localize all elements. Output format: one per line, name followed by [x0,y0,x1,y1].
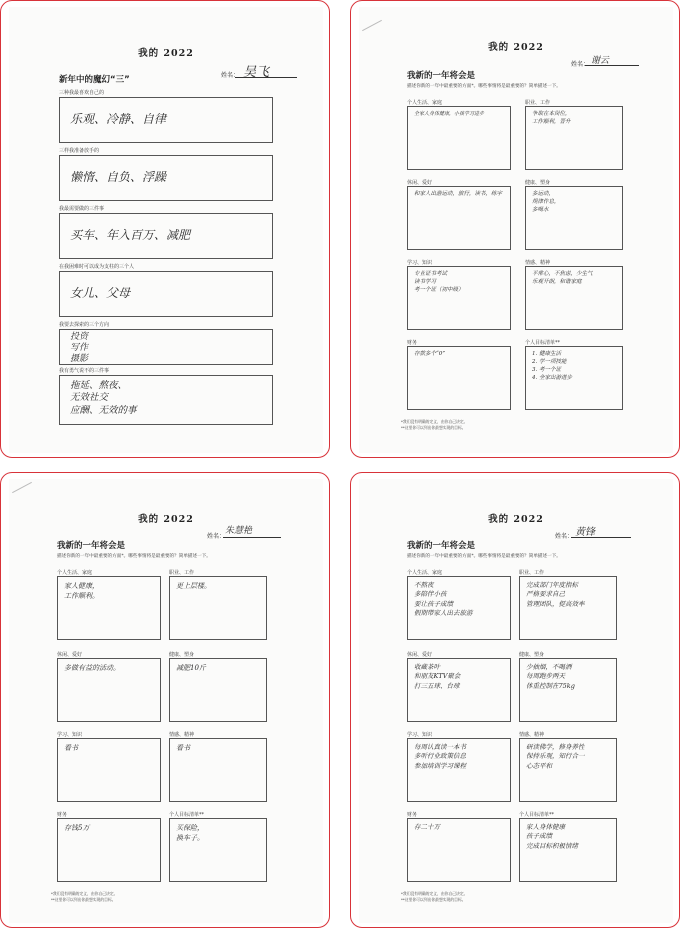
answer-box-emotion: 研读佛学，修身养性 保持乐观，知行合一 心态平和 [519,738,617,802]
answer-box-study: 每周认真读一本书 多听行业政策信息 参加培训学习课程 [407,738,511,802]
answer-box-emotion: 看书 [169,738,267,802]
answer-box: 女儿、父母 [59,271,273,317]
answer-box-personal: 不熬夜 多陪伴小孩 要让孩子成绩 假期带家人出去旅游 [407,576,511,640]
cell-label-leisure: 休闲、爱好 [407,180,433,186]
cell-label-emotion: 情感、精神 [525,260,551,266]
name-label: 姓名： [221,72,240,79]
document-sheet-1 [9,7,323,453]
answer-box-finance: 存钱5万 [57,818,161,882]
answer-box-goals: 1. 健康生活 2. 学一项技能 3. 考一个证 4. 全家出游进步 [525,346,623,410]
page-subtitle: 描述你新的一年中最重要的方面*。哪些事情将是最重要的？简单描述一下。 [407,554,561,559]
answer-box-finance: 存二十万 [407,818,511,882]
cell-label-study: 学习、知识 [57,732,83,738]
answer-box-career: 争取在本岗位， 工作顺利，晋升 [525,106,623,170]
answer-box-leisure: 和家人出游运动，旅行，读书，练字 [407,186,511,250]
answer-box: 拖延、熬夜、 无效社交 应酬、无效的事 [59,375,273,425]
cell-label-personal: 个人生活、家庭 [407,570,443,576]
name-underline [571,537,631,538]
cell-label-study: 学习、知识 [407,260,433,266]
answer-box: 乐观、冷静、自律 [59,97,273,143]
cell-label-finance: 财务 [407,812,418,818]
page-card-2 [350,0,680,458]
section-label: 我要去探索的三个方向 [59,322,110,328]
cell-label-leisure: 休闲、爱好 [407,652,433,658]
document-title: 我的 2022 [488,514,544,525]
page-subtitle: 描述你新的一年中最重要的方面*。哪些事情将是最重要的？简单描述一下。 [407,84,561,89]
answer-box-career: 更上层楼。 [169,576,267,640]
name-label: 姓名： [207,533,226,540]
section-label: 在我困难时可以成为支柱的三个人 [59,264,135,270]
answer-box-health: 少抽烟，不喝酒 每周跑步两天 体重控制在75kg [519,658,617,722]
page-curl [12,482,32,493]
cell-label-goals: 个人目标清单** [519,812,555,818]
cell-label-career: 职业、工作 [519,570,545,576]
cell-label-finance: 财务 [407,340,418,346]
name-underline [585,65,639,66]
answer-box-leisure: 多做有益的活动。 [57,658,161,722]
cell-label-health: 健康、塑身 [519,652,545,658]
cell-label-personal: 个人生活、家庭 [407,100,443,106]
name-underline [223,537,281,538]
name-label: 姓名： [571,61,590,68]
footnote-1: *我们没有明确的定义，由你自己决定。 [401,891,468,896]
footnote-2: **这里你可以列出你最想实现的目标。 [401,897,466,902]
document-title: 我的 2022 [488,42,544,53]
footnote-2: **这里你可以列出你最想实现的目标。 [51,897,116,902]
cell-label-health: 健康、塑身 [525,180,551,186]
cell-label-personal: 个人生活、家庭 [57,570,93,576]
name-value: 黄锋 [575,527,595,538]
document-title: 我的 2022 [138,48,194,59]
page-card-4 [350,472,680,928]
page-heading: 我新的一年将会是 [57,541,126,551]
answer-box-goals: 买保险， 换车子。 [169,818,267,882]
page-card-3 [0,472,330,928]
page-curl [362,20,382,31]
cell-label-goals: 个人目标清单** [525,340,561,346]
section-label: 我最需要做的三件事 [59,206,105,212]
page-heading: 我新的一年将会是 [407,71,476,81]
page-heading: 我新的一年将会是 [407,541,476,551]
section-label: 三样我准备放手的 [59,148,100,154]
footnote-2: **这里你可以列出你最想实现的目标。 [401,425,466,430]
cell-label-goals: 个人目标清单** [169,812,205,818]
answer-box-health: 多运动， 规律作息， 多喝水 [525,186,623,250]
name-underline [235,77,297,78]
document-sheet-2 [359,7,673,453]
document-sheet-3 [9,479,323,923]
cell-label-finance: 财务 [57,812,68,818]
answer-box-goals: 家人身体健康 孩子成绩 完成目标积极情绪 [519,818,617,882]
section-label: 三种我最喜欢自己的 [59,90,105,96]
answer-box: 懒惰、自负、浮躁 [59,155,273,201]
answer-box-career: 完成部门年度指标 严格要求自己 管理团队，提高效率 [519,576,617,640]
answer-box-finance: 存款多个“0” [407,346,511,410]
answer-box-health: 减肥10斤 [169,658,267,722]
cell-label-career: 职业、工作 [169,570,195,576]
footnote-1: *我们没有明确的定义，由你自己决定。 [401,419,468,424]
footnote-1: *我们没有明确的定义，由你自己决定。 [51,891,118,896]
answer-box-emotion: 平常心，不焦虑，少生气 乐观开朗，和谐家庭 [525,266,623,330]
cell-label-career: 职业、工作 [525,100,551,106]
section-label: 我有勇气说不的三件事 [59,368,110,374]
answer-box: 买车、年入百万、减肥 [59,213,273,259]
answer-box: 投资 写作 摄影 [59,329,273,365]
cell-label-leisure: 休闲、爱好 [57,652,83,658]
answer-box-study: 专业证书考试 读书学习 考一个证（初中级） [407,266,511,330]
name-value: 朱慧艳 [225,526,253,536]
name-value: 谢云 [591,56,610,66]
page-heading: 新年中的魔幻“三” [59,75,130,85]
cell-label-emotion: 情感、精神 [169,732,195,738]
answer-box-study: 看书 [57,738,161,802]
document-title: 我的 2022 [138,514,194,525]
document-sheet-4 [359,479,673,923]
page-card-1 [0,0,330,458]
cell-label-health: 健康、塑身 [169,652,195,658]
name-label: 姓名： [555,533,574,540]
cell-label-emotion: 情感、精神 [519,732,545,738]
page-subtitle: 描述你新的一年中最重要的方面*。哪些事情将是最重要的？简单描述一下。 [57,554,211,559]
cell-label-study: 学习、知识 [407,732,433,738]
answer-box-personal: 家人健康， 工作顺利。 [57,576,161,640]
answer-box-personal: 全家人身体健康，小孩学习进步 [407,106,511,170]
name-value: 吴飞 [243,65,270,80]
answer-box-leisure: 收藏茶叶 和朋友KTV聚会 打三五球、台球 [407,658,511,722]
